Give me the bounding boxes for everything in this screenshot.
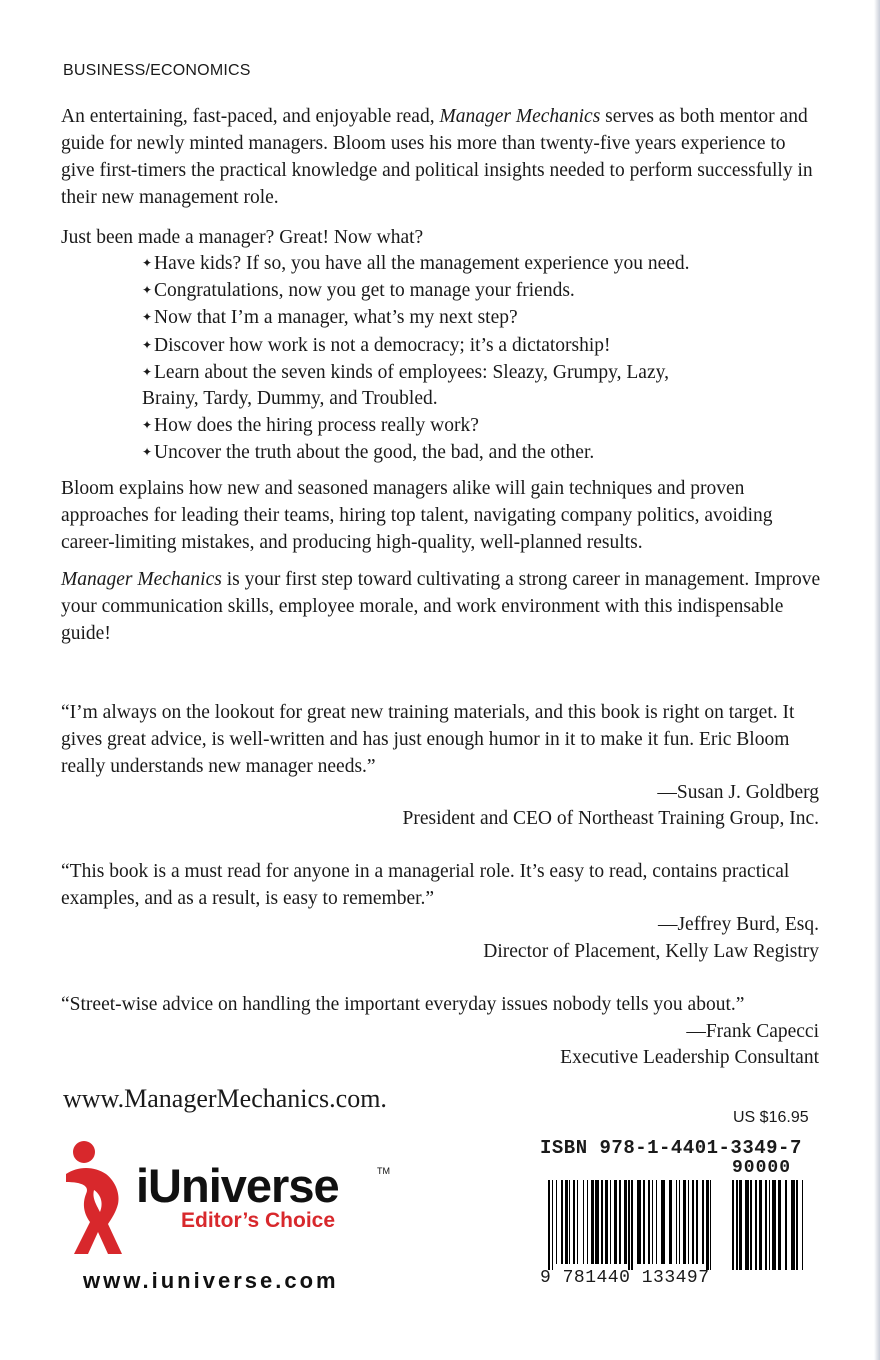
barcode-bar <box>796 1180 798 1270</box>
barcode-bar <box>791 1180 795 1270</box>
bullet-icon: ✦ <box>142 256 153 270</box>
ean-barcode-bars <box>548 1180 711 1270</box>
quote-text: “I’m always on the lookout for great new training materials, and this book is right on target. It gives great advice, is well-written and has just enough humor in it to make it fun. Eric Bloom really understands new manager needs.” <box>61 702 795 777</box>
barcode-bar <box>732 1180 734 1270</box>
barcode-bar <box>688 1180 689 1264</box>
barcode-bar <box>628 1180 630 1270</box>
barcode-icon <box>540 1180 808 1270</box>
bullet-icon: ✦ <box>142 364 153 379</box>
barcode-bar <box>745 1180 749 1270</box>
quote-author: —Jeffrey Burd, Esq. <box>657 914 819 935</box>
quote-author: —Frank Capecci <box>686 1021 819 1042</box>
barcode-bar <box>614 1180 617 1264</box>
barcode-bar <box>569 1180 570 1264</box>
isbn-label: ISBN 978-1-4401-3349-7 <box>540 1137 802 1159</box>
price-code-label: 90000 <box>732 1158 792 1178</box>
intro-paragraph: An entertaining, fast-paced, and enjoyable read, Manager Mechanics serves as both mentor and guide for newly minted managers. Bloom uses his more than twenty-five years experience to give first-timers the practical knowledge and political insights needed to perform successfully in their new management role. <box>61 106 813 208</box>
barcode-bar <box>706 1180 709 1270</box>
barcode-bar <box>587 1180 588 1264</box>
barcode-bar <box>736 1180 738 1270</box>
barcode-bar <box>772 1180 776 1270</box>
ribbon-person-icon <box>60 1138 136 1258</box>
barcode-bar <box>755 1180 757 1270</box>
barcode-bar <box>648 1180 650 1264</box>
barcode-bar <box>591 1180 594 1264</box>
list-item-continuation: Brainy, Tardy, Dummy, and Troubled. <box>142 388 438 410</box>
question-line: Just been made a manager? Great! Now what? <box>61 227 424 248</box>
bullet-icon: ✦ <box>142 337 153 352</box>
barcode-bar <box>624 1180 627 1264</box>
barcode-bar <box>669 1180 672 1264</box>
barcode-bar <box>605 1180 608 1264</box>
feature-list <box>142 250 782 467</box>
list-item: ✦Now that I’m a manager, what’s my next step? <box>142 304 782 331</box>
book-title: Manager Mechanics <box>439 106 601 127</box>
barcode-bar <box>683 1180 686 1264</box>
barcode-bar <box>552 1180 553 1270</box>
quote-author-title: Executive Leadership Consultant <box>560 1047 819 1068</box>
bullet-icon: ✦ <box>142 445 153 460</box>
trademark-mark: TM <box>377 1166 390 1176</box>
barcode-bar <box>637 1180 641 1264</box>
body-paragraph: Bloom explains how new and seasoned managers alike will gain techniques and proven approaches for leading their teams, hiring top talent, navigating company politics, avoiding career-limiting mistakes, and producing high-quality, well-planned results. <box>61 478 773 553</box>
ean-number: 9 781440 133497 <box>540 1268 710 1288</box>
barcode-bar <box>769 1180 770 1270</box>
bullet-icon: ✦ <box>142 418 153 433</box>
barcode-bar <box>601 1180 603 1264</box>
quote-text: “Street-wise advice on handling the important everyday issues nobody tells you about.” <box>61 994 745 1015</box>
quote-author-title: President and CEO of Northeast Training Group, Inc. <box>402 808 819 829</box>
barcode-bar <box>759 1180 762 1270</box>
price-label: US $16.95 <box>733 1109 809 1126</box>
book-website: www.ManagerMechanics.com. <box>63 1084 387 1113</box>
barcode-bar <box>631 1180 633 1270</box>
list-item: ✦How does the hiring process really work? <box>142 412 782 439</box>
barcode-bar <box>643 1180 645 1264</box>
barcode-bar <box>619 1180 621 1264</box>
barcode-bar <box>583 1180 584 1264</box>
barcode-bar <box>652 1180 653 1264</box>
list-item: ✦Congratulations, now you get to manage your friends. <box>142 277 782 304</box>
barcode-bar <box>739 1180 742 1270</box>
barcode-bar <box>595 1180 599 1264</box>
barcode-bar <box>577 1180 578 1264</box>
barcode-bar <box>661 1180 665 1264</box>
list-item: ✦Uncover the truth about the good, the bad, and the other. <box>142 439 782 466</box>
quote-author-title: Director of Placement, Kelly Law Registry <box>483 941 819 962</box>
barcode-bar <box>565 1180 568 1264</box>
barcode-bar <box>656 1180 657 1264</box>
barcode-bar <box>676 1180 677 1264</box>
publisher-tagline: Editor’s Choice <box>181 1209 336 1232</box>
bullet-icon: ✦ <box>142 310 153 325</box>
barcode-bar <box>710 1180 711 1270</box>
barcode-bar <box>548 1180 550 1270</box>
closing-paragraph: Manager Mechanics is your first step toward cultivating a strong career in management. Improve your communication skills, employee morale, and work environment with this indispensable guide! <box>61 569 821 644</box>
publisher-logo-text: iUniverse <box>136 1159 339 1212</box>
publisher-website: www.iuniverse.com <box>83 1268 339 1293</box>
barcode-bar <box>765 1180 767 1270</box>
barcode-bar <box>573 1180 575 1264</box>
quote-text: “This book is a must read for anyone in a managerial role. It’s easy to read, contains practical examples, and as a result, is easy to remember.” <box>61 861 790 909</box>
quote-author: —Susan J. Goldberg <box>657 782 819 803</box>
barcode-bar <box>692 1180 694 1264</box>
list-item: ✦Have kids? If so, you have all the management experience you need. <box>142 250 782 277</box>
barcode-bar <box>750 1180 752 1270</box>
barcode-bar <box>778 1180 781 1270</box>
book-title: Manager Mechanics <box>61 569 222 590</box>
barcode-bar <box>702 1180 704 1264</box>
price-addon-barcode-bars <box>732 1180 803 1270</box>
category-label: BUSINESS/ECONOMICS <box>63 62 251 79</box>
barcode-bar <box>802 1180 803 1270</box>
list-item: ✦Discover how work is not a democracy; it’s a dictatorship! <box>142 332 782 359</box>
cover-edge-shadow <box>874 0 880 1360</box>
barcode-bar <box>785 1180 787 1270</box>
barcode-bar <box>610 1180 611 1264</box>
barcode-bar <box>696 1180 698 1264</box>
barcode-bar <box>679 1180 680 1264</box>
barcode-bar <box>556 1180 557 1264</box>
barcode-bar <box>561 1180 563 1264</box>
bullet-icon: ✦ <box>142 283 153 298</box>
list-item: ✦Learn about the seven kinds of employees: Sleazy, Grumpy, Lazy, <box>142 359 782 386</box>
